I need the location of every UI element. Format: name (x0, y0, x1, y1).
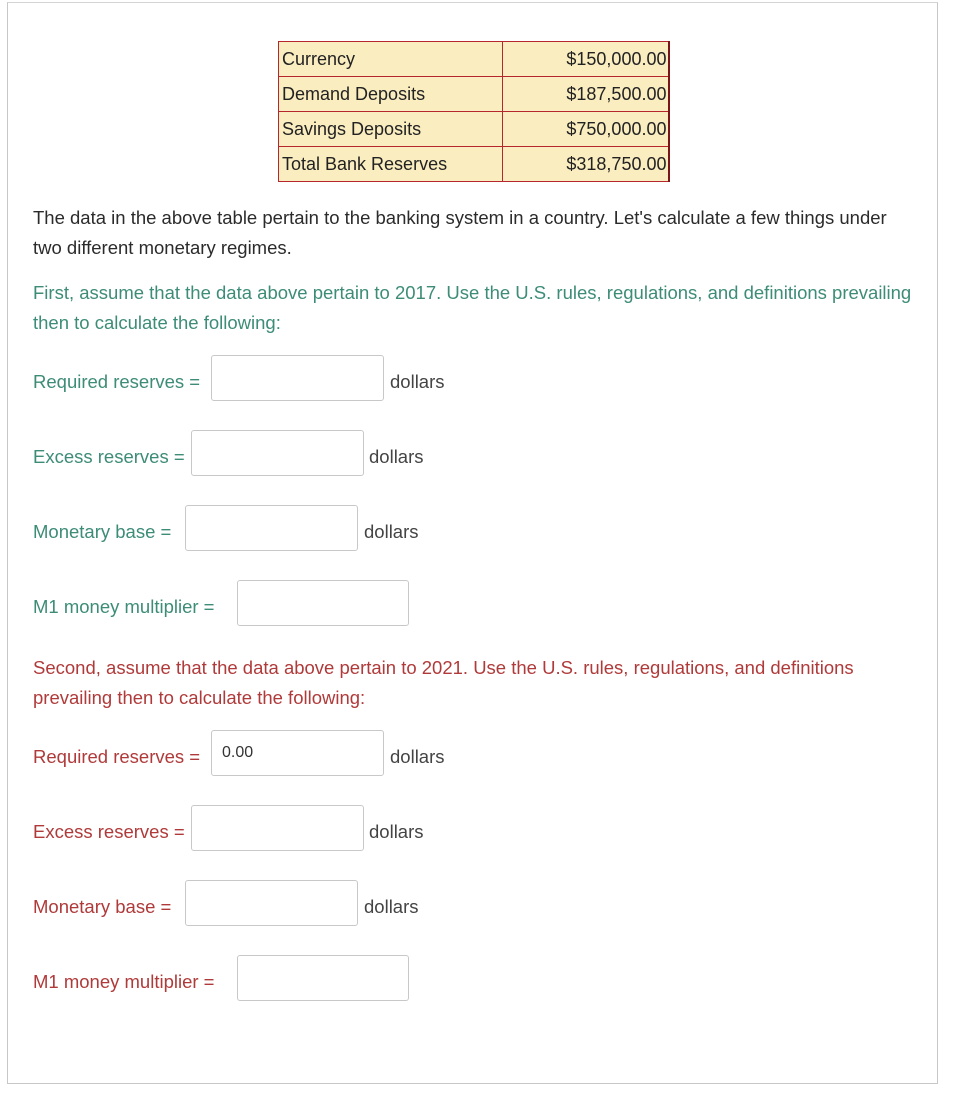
table-value: $150,000.00 (503, 42, 669, 77)
table-label: Total Bank Reserves (279, 147, 503, 182)
section2-monetary-base-label: Monetary base = (33, 896, 172, 917)
table-label: Savings Deposits (279, 112, 503, 147)
section1-required-reserves-label: Required reserves = (33, 371, 201, 392)
section2-monetary-base-input[interactable] (185, 880, 358, 926)
section2-m1-multiplier-label: M1 money multiplier = (33, 971, 215, 992)
unit-label: dollars (364, 896, 419, 917)
intro-text: The data in the above table pertain to the banking system in a country. Let's calculate a few things under two different monetary regimes. (33, 207, 887, 258)
table-row (279, 112, 669, 147)
section1-excess-reserves-label: Excess reserves = (33, 446, 185, 467)
table-label: Currency (279, 42, 503, 77)
section2-required-reserves-input[interactable] (211, 730, 384, 776)
table-value: $187,500.00 (503, 77, 669, 112)
unit-label: dollars (390, 371, 445, 392)
table-row (279, 147, 669, 182)
section1-required-reserves-input[interactable] (211, 355, 384, 401)
section2-excess-reserves-label: Excess reserves = (33, 821, 185, 842)
unit-label: dollars (364, 521, 419, 542)
section1-m1-multiplier-input[interactable] (237, 580, 409, 626)
section2-instructions: Second, assume that the data above pertain to 2021. Use the U.S. rules, regulations, and definitions prevailing then to calculate the following: (33, 657, 854, 708)
table-row (279, 42, 669, 77)
section2-excess-reserves-input[interactable] (191, 805, 364, 851)
section1-m1-multiplier-label: M1 money multiplier = (33, 596, 215, 617)
section1-excess-reserves-input[interactable] (191, 430, 364, 476)
table-value: $318,750.00 (503, 147, 669, 182)
unit-label: dollars (369, 821, 424, 842)
section1-monetary-base-label: Monetary base = (33, 521, 172, 542)
banking-data-table (278, 41, 670, 182)
section2-required-reserves-label: Required reserves = (33, 746, 201, 767)
section1-monetary-base-input[interactable] (185, 505, 358, 551)
section2-m1-multiplier-input[interactable] (237, 955, 409, 1001)
unit-label: dollars (390, 746, 445, 767)
table-value: $750,000.00 (503, 112, 669, 147)
section1-instructions: First, assume that the data above pertain to 2017. Use the U.S. rules, regulations, and definitions prevailing then to calculate the following: (33, 282, 912, 333)
table-label: Demand Deposits (279, 77, 503, 112)
table-row (279, 77, 669, 112)
unit-label: dollars (369, 446, 424, 467)
